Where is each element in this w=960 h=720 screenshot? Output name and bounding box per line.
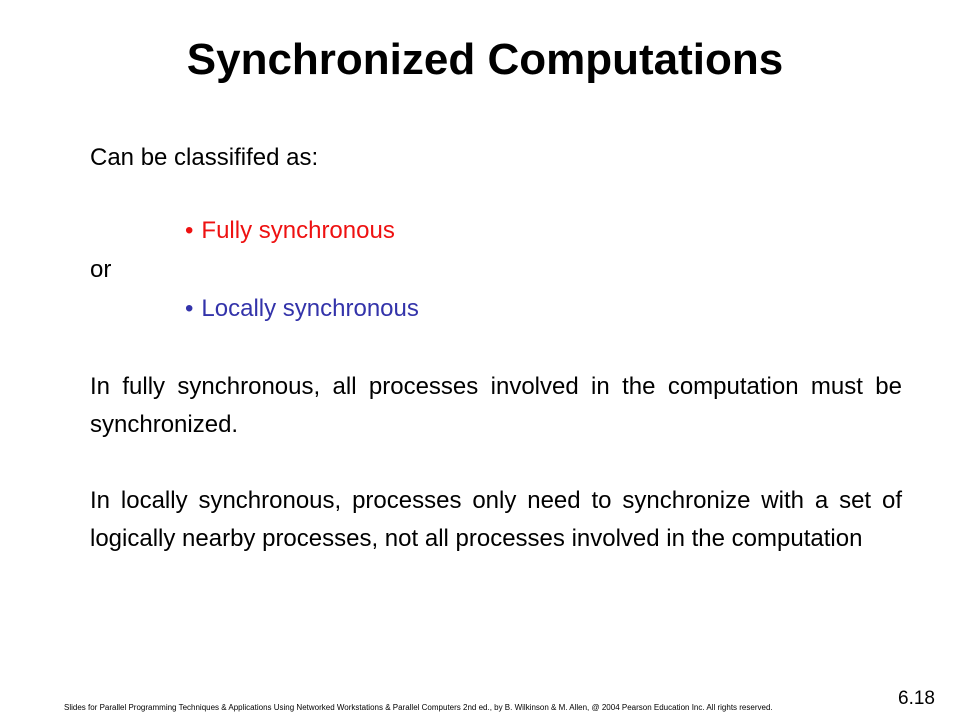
bullet-label: Locally synchronous [201, 295, 419, 322]
slide-title: Synchronized Computations [186, 35, 784, 84]
paragraph-locally-synchronous: In locally synchronous, processes only need to synchronize with a set of logically nearby processes, not all processes involved in the computation [90, 487, 902, 552]
intro-text: Can be classififed as: [90, 144, 319, 171]
bullet-label: Fully synchronous [201, 217, 395, 244]
bullet-marker: • [185, 295, 194, 322]
bullet-fully-synchronous [185, 215, 395, 247]
footer-credit: Slides for Parallel Programming Techniques & Applications Using Networked Workstations & Parallel Computers 2nd ed., by B. Wilkinson & M. Allen, @ 2004 Pearson Education Inc. All rights reserved. [64, 703, 773, 712]
or-text: or [90, 256, 112, 283]
bullet-marker: • [185, 217, 194, 244]
paragraph-fully-synchronous: In fully synchronous, all processes involved in the computation must be synchronized. [90, 373, 902, 438]
bullet-locally-synchronous [185, 293, 419, 325]
slide-number: 6.18 [898, 688, 935, 709]
